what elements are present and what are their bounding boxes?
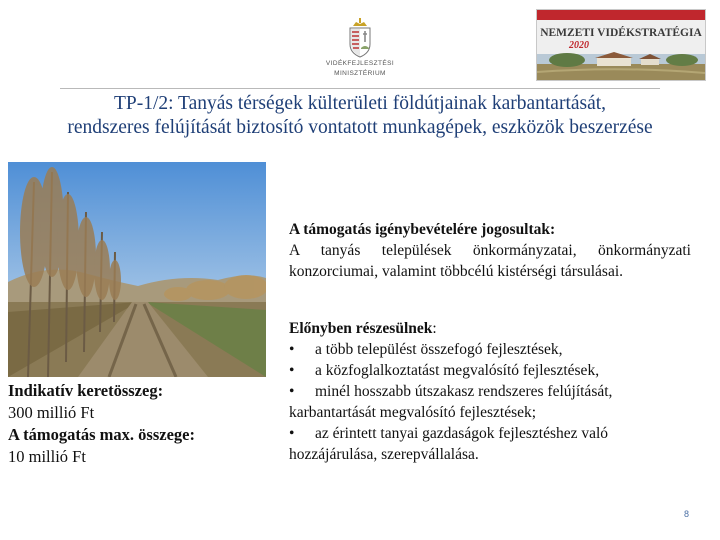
strategy-logo	[536, 9, 706, 81]
header-divider	[60, 88, 660, 89]
benefits-heading: Előnyben részesülnek	[289, 320, 433, 337]
page-number: 8	[684, 509, 690, 519]
benefit-text: minél hosszabb útszakasz rendszeres felújítását, karbantartását megvalósító fejlesztések;	[289, 383, 613, 421]
benefits-heading-colon: :	[432, 320, 437, 337]
ministry-crest	[322, 18, 398, 84]
benefit-text: a közfoglalkoztatást megvalósító fejlesztések,	[315, 362, 600, 379]
strategy-logo-year: 2020	[569, 40, 589, 51]
slide-title-line-1: TP-1/2: Tanyás térségek külterületi földútjainak karbantartását,	[113, 93, 607, 114]
benefits-block	[289, 318, 691, 465]
budget-frame-label: Indikatív keretösszeg:	[8, 381, 164, 400]
bullet-icon: •	[289, 425, 295, 442]
budget-frame-value: 300 millió Ft	[8, 403, 95, 422]
ministry-name-line-2: MINISZTÉRIUM	[334, 70, 386, 77]
slide-title	[0, 92, 720, 140]
hungarian-coat-of-arms-icon	[347, 18, 373, 58]
bullet-icon: •	[289, 362, 295, 379]
list-item	[289, 339, 691, 360]
benefit-text: az érintett tanyai gazdaságok fejlesztéshez való hozzájárulása, szerepvállalása.	[289, 425, 609, 463]
bullet-icon: •	[289, 341, 295, 358]
strategy-logo-title: NEMZETI VIDÉKSTRATÉGIA	[540, 27, 702, 39]
eligibility-text: A tanyás települések önkormányzatai, önkormányzati konzorciumai, valamint többcélú kistérségi társulásai.	[289, 242, 691, 280]
budget-max-value: 10 millió Ft	[8, 447, 86, 466]
list-item	[289, 423, 691, 465]
eligibility-heading: A támogatás igénybevételére jogosultak:	[289, 221, 556, 238]
slide-title-line-2: rendszeres felújítását biztosító vontatott munkagépek, eszközök beszerzése	[67, 117, 653, 138]
benefits-heading-row	[289, 318, 691, 339]
list-item	[289, 381, 691, 423]
benefit-text: a több települést összefogó fejlesztések,	[315, 341, 563, 358]
dirt-road-photo	[8, 162, 266, 377]
ministry-name-line-1: VIDÉKFEJLESZTÉSI	[325, 60, 395, 67]
budget-block	[8, 380, 268, 468]
eligibility-block	[289, 219, 691, 282]
bullet-icon: •	[289, 383, 295, 400]
list-item	[289, 360, 691, 381]
budget-max-label: A támogatás max. összege:	[8, 425, 195, 444]
